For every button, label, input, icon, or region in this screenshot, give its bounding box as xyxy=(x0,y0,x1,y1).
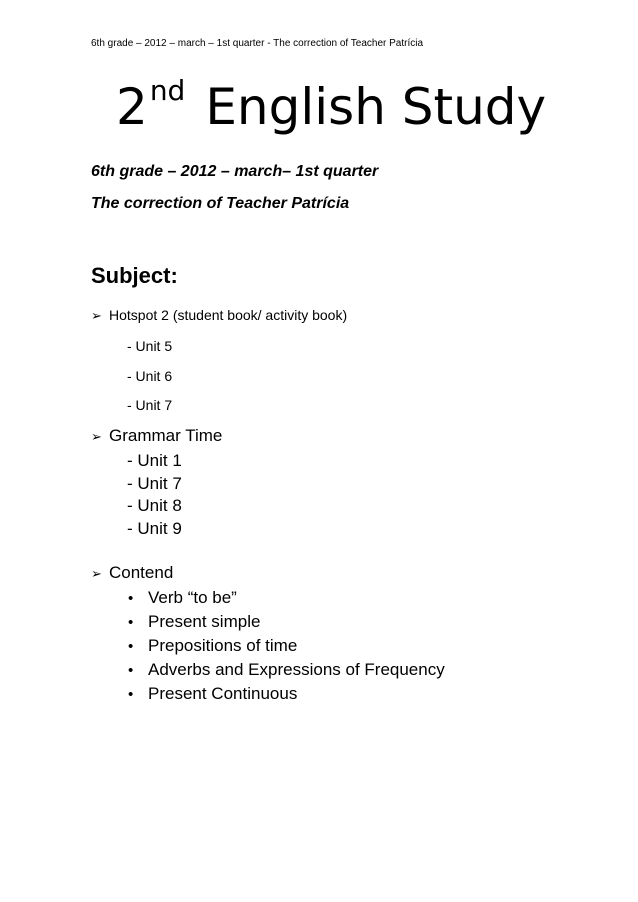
page-header: 6th grade – 2012 – march – 1st quarter - The correction of Teacher Patrícia xyxy=(91,38,424,49)
grammar-unit: - Unit 1 xyxy=(127,451,182,470)
contend-item-text: Present simple xyxy=(148,612,261,631)
hotspot-unit: - Unit 5 xyxy=(127,338,173,354)
grammar-unit: - Unit 7 xyxy=(127,474,182,493)
grammar-unit: - Unit 8 xyxy=(127,496,182,515)
contend-list-item xyxy=(128,588,237,608)
arrow-bullet-icon: ➢ xyxy=(91,308,102,323)
contend-item-text: Present Continuous xyxy=(148,684,298,703)
contend-label: Contend xyxy=(109,563,174,582)
arrow-bullet-icon: ➢ xyxy=(91,429,102,444)
bullet-dot-icon: • xyxy=(128,590,134,607)
grammar-time-item xyxy=(91,426,222,446)
contend-list-item xyxy=(128,612,260,632)
bullet-dot-icon: • xyxy=(128,614,134,631)
bullet-dot-icon: • xyxy=(128,686,134,703)
arrow-bullet-icon: ➢ xyxy=(91,566,102,581)
contend-item-text: Prepositions of time xyxy=(148,636,298,655)
contend-list-item xyxy=(128,660,445,680)
hotspot-label: Hotspot 2 (student book/ activity book) xyxy=(109,307,348,323)
document-title xyxy=(116,72,546,150)
grammar-unit: - Unit 9 xyxy=(127,519,182,538)
grammar-time-label: Grammar Time xyxy=(109,426,223,445)
title-number: 2 xyxy=(116,78,148,136)
hotspot-unit: - Unit 6 xyxy=(127,368,173,384)
title-ordinal: nd xyxy=(149,74,186,107)
subject-heading: Subject: xyxy=(91,263,178,288)
teacher-line: The correction of Teacher Patrícia xyxy=(91,195,350,212)
contend-item xyxy=(91,563,173,583)
contend-list-item xyxy=(128,684,297,704)
grade-line: 6th grade – 2012 – march– 1st quarter xyxy=(91,163,379,180)
bullet-dot-icon: • xyxy=(128,638,134,655)
hotspot-unit: - Unit 7 xyxy=(127,397,173,413)
bullet-dot-icon: • xyxy=(128,662,134,679)
contend-item-text: Verb “to be” xyxy=(148,588,237,607)
contend-item-text: Adverbs and Expressions of Frequency xyxy=(148,660,445,679)
hotspot-item xyxy=(91,307,347,324)
title-text: English Study xyxy=(205,78,547,136)
contend-list-item xyxy=(128,636,297,656)
